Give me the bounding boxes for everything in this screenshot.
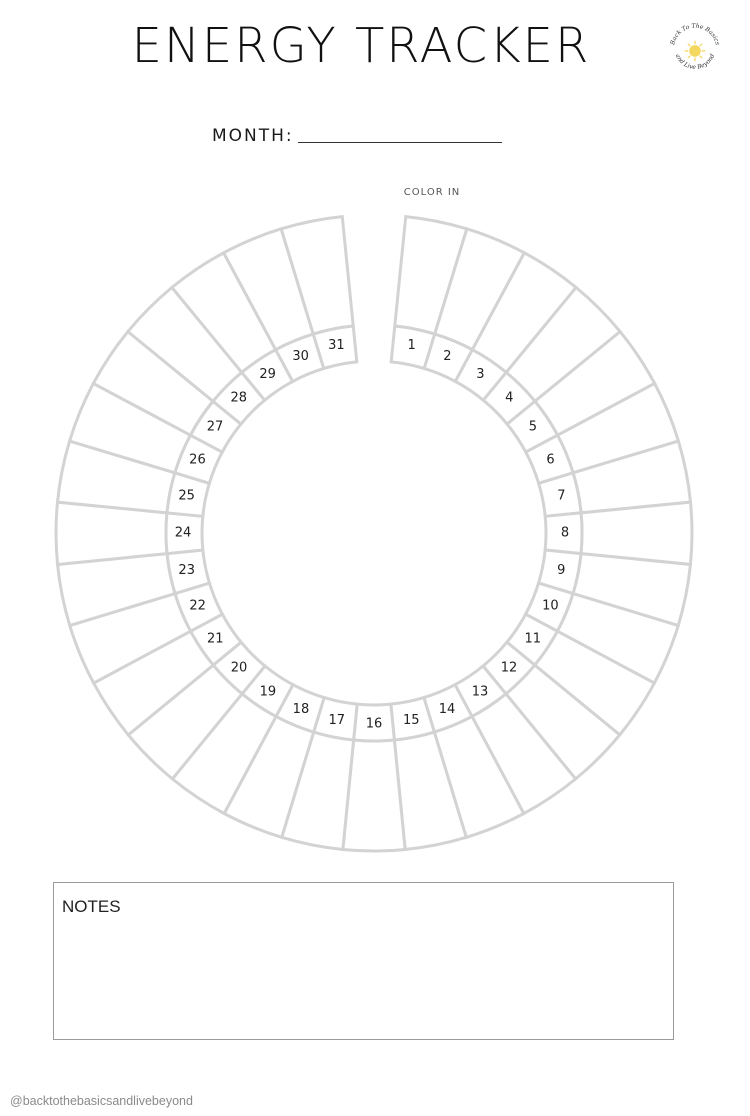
notes-label: NOTES bbox=[62, 897, 121, 916]
day-number-24: 24 bbox=[174, 525, 192, 541]
day-number-21: 21 bbox=[206, 631, 224, 647]
day-number-12: 12 bbox=[500, 660, 518, 676]
day-number-17: 17 bbox=[328, 712, 346, 728]
month-label: MONTH: bbox=[212, 126, 294, 146]
logo-text-bottom: and Live Beyond bbox=[673, 52, 717, 71]
day-number-23: 23 bbox=[178, 562, 195, 578]
notes-box[interactable] bbox=[53, 882, 674, 1040]
day-number-11: 11 bbox=[524, 631, 542, 647]
day-number-8: 8 bbox=[560, 525, 570, 541]
day-number-30: 30 bbox=[292, 349, 309, 365]
day-number-9: 9 bbox=[557, 562, 566, 578]
day-number-16: 16 bbox=[365, 716, 383, 732]
day-number-27: 27 bbox=[206, 419, 224, 435]
logo-text-top: Back To The Basics bbox=[669, 22, 721, 46]
day-number-15: 15 bbox=[402, 712, 420, 728]
day-number-10: 10 bbox=[542, 598, 559, 614]
day-number-31: 31 bbox=[328, 338, 345, 354]
day-number-25: 25 bbox=[178, 488, 195, 504]
day-number-29: 29 bbox=[259, 366, 276, 382]
day-number-26: 26 bbox=[189, 452, 206, 468]
day-number-18: 18 bbox=[292, 701, 310, 717]
day-number-1: 1 bbox=[407, 338, 416, 354]
day-number-19: 19 bbox=[259, 684, 277, 700]
day-number-28: 28 bbox=[230, 390, 248, 406]
day-number-3: 3 bbox=[476, 366, 485, 382]
day-number-6: 6 bbox=[546, 452, 555, 468]
day-number-7: 7 bbox=[557, 488, 566, 504]
day-number-4: 4 bbox=[505, 390, 514, 406]
color-in-label: COLOR IN bbox=[403, 187, 461, 198]
footer-handle: @backtothebasicsandlivebeyond bbox=[10, 1094, 193, 1108]
day-number-13: 13 bbox=[471, 684, 489, 700]
day-number-14: 14 bbox=[438, 701, 456, 717]
page-title: ENERGY TRACKER bbox=[131, 18, 591, 74]
day-number-20: 20 bbox=[230, 660, 248, 676]
day-number-5: 5 bbox=[528, 419, 538, 435]
day-number-2: 2 bbox=[443, 349, 452, 365]
day-number-22: 22 bbox=[189, 598, 206, 614]
